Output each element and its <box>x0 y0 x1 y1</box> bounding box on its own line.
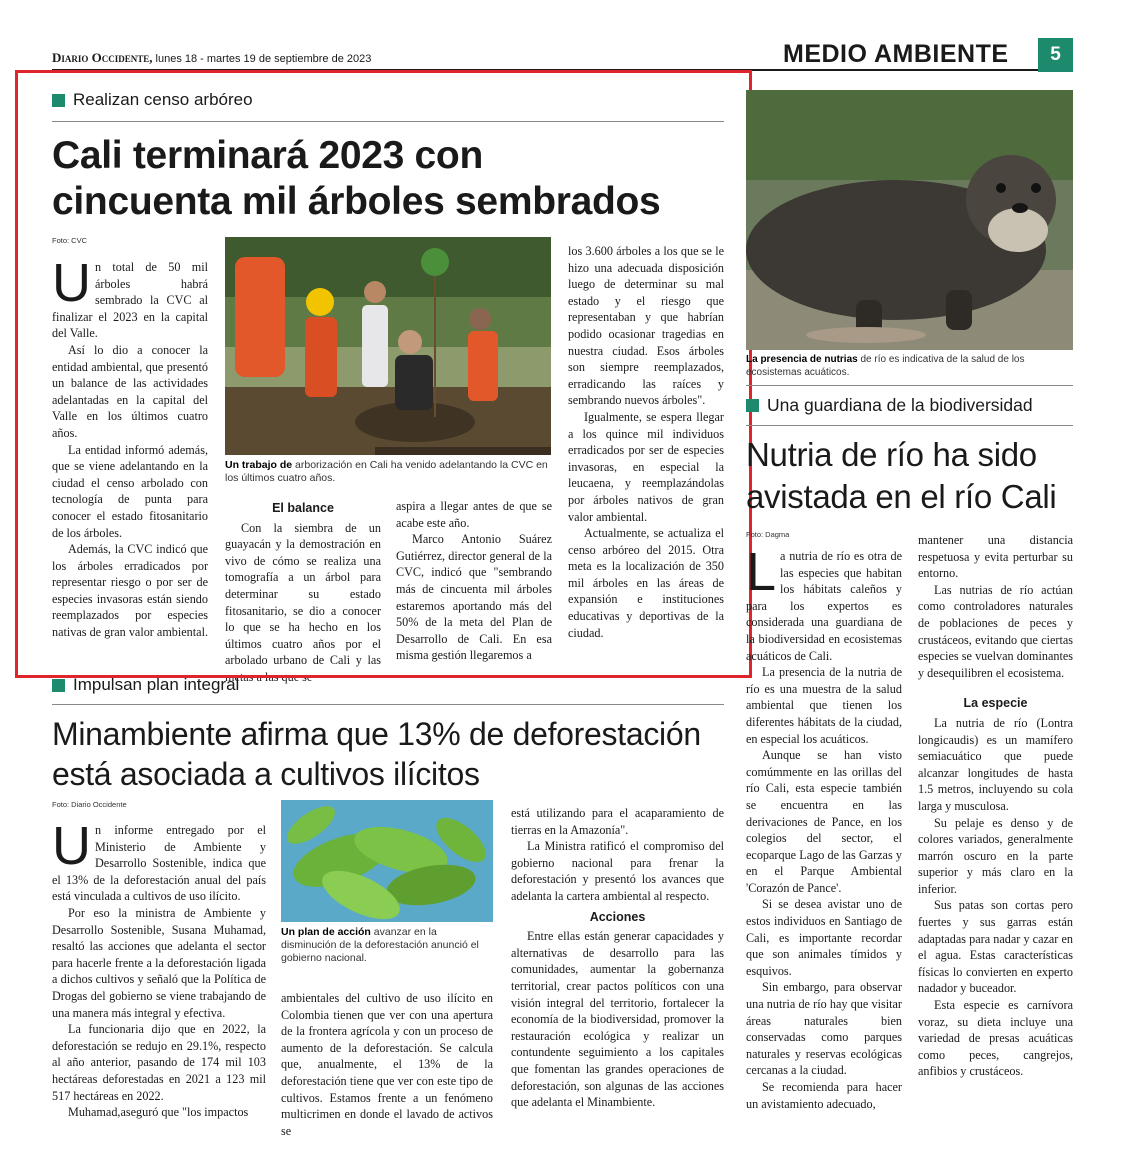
otter-photo-caption <box>746 354 1073 379</box>
paper-name: Diario Occidente, <box>52 50 153 65</box>
article2-photo-caption <box>281 926 493 965</box>
subhead: Acciones <box>589 909 646 924</box>
paragraph: Muhamad,aseguró que "los impactos <box>68 1105 249 1120</box>
article3-column-2 <box>918 532 1073 1080</box>
drop-cap: L <box>746 542 777 602</box>
paragraph: Sin embargo, para observar una nutria de río hay que visitar áreas naturales bien conservadas como parques naturales y reservas ecológicas cercanas a la ciudad. <box>746 980 902 1078</box>
highlight-box <box>15 70 752 678</box>
paragraph: mantener una distancia respetuosa y evita perturbar su entorno. <box>918 533 1073 581</box>
drop-cap: U <box>52 253 91 313</box>
kicker-rule <box>52 704 724 705</box>
paragraph: Su pelaje es denso y de colores variados, generalmente marrón oscuro en la parte superior y más claro en la inferior. <box>918 815 1073 896</box>
headline-line: cincuenta mil árboles sembrados <box>52 180 661 223</box>
headline-line: Minambiente afirma que 13% de deforestación <box>52 716 701 752</box>
paragraph: La Ministra ratificó el compromiso del gobierno nacional para frenar la deforestación y presentó los avances que adelanta la cartera ambiental al respecto. <box>511 839 724 903</box>
caption-lead: Un plan de acción <box>281 926 371 938</box>
headline-line: avistada en el río Cali <box>746 478 1057 515</box>
article3-column-1 <box>746 542 902 1112</box>
photo-credit: Foto: Diario Occidente <box>52 800 127 809</box>
caption-lead: Un trabajo de <box>225 459 293 471</box>
paragraph: aspira a llegar antes de que se acabe este año. <box>396 499 552 530</box>
issue-date: lunes 18 - martes 19 de septiembre de 2023 <box>155 53 372 65</box>
subhead: El balance <box>272 501 334 515</box>
paragraph: Además, la CVC indicó que los árboles erradicados por representar riesgo o por ser de especies invasoras están siendo reemplazados por especies nativas de gran valor ambiental. <box>52 542 209 640</box>
paragraph: La presencia de la nutria de río es una muestra de la salud ambiental que tienen los diferentes hábitats de la ciudad, en especial los acuáticos. <box>746 665 902 746</box>
paragraph: Aunque se han visto comúmmente en las orillas del río Cali, esta especie también se encuentra en las derivaciones de Pance, en los colegios del sector, el ecoparque Lago de las Garzas y en el Parque Ambiental 'Corazón de Pance'. <box>746 748 902 895</box>
paragraph: Así lo dio a conocer la entidad ambiental, que presentó un balance de las actividades adelantadas en la capital del Valle en los últimos cuatro años. <box>52 342 208 440</box>
paragraph: La nutria de río es otra de las especies que habitan los hábitats caleños y para los expertos es considerada una guardiana de la biodiversidad en ecosistemas acuáticos de Cali. <box>746 542 902 663</box>
caption-text: avanzar en la disminución de la deforestación anunció el gobierno nacional. <box>281 926 479 964</box>
paragraph: Igualmente, se espera llegar a los quince mil individuos erradicados por ser de especies invasoras, en especial la leucaena, y reemplazándolas por árboles nativos de gran valor ambiental. <box>568 409 724 524</box>
page-number: 5 <box>1038 38 1073 72</box>
caption-text: de río es indicativa de la salud de los ecosistemas acuáticos. <box>746 354 1025 378</box>
paragraph: Si se desea avistar uno de estos individuos en Santiago de Cali, es importante recordar que son animales tímidos y esquivos. <box>746 897 902 978</box>
coca-leaves-photo <box>281 800 493 922</box>
article2-kicker <box>52 675 239 695</box>
article2-headline <box>52 714 701 794</box>
otter-photo <box>746 90 1073 350</box>
paragraph: los 3.600 árboles a los que se le hizo una adecuada disposición luego de determinar su mal estado y el riesgo que representaban y que habrían podido ocasionar tragedias en nuestra ciudad. Esos árboles son siempre reemplazados, erradicando las raíces y sembrando nuevos árboles". <box>568 244 724 408</box>
paragraph: Un informe entregado por el Ministerio de Ambiente y Desarrollo Sostenible, indica que el 13% de la deforestación anual del país está vinculada a cultivos de uso ilícito. <box>52 816 266 904</box>
article1-kicker-text: Realizan censo arbóreo <box>73 90 253 109</box>
river-otter-photo <box>746 90 1073 350</box>
paragraph: Con la siembra de un guayacán y la demostración en vivo de cómo se realiza una tomografía a un árbol para determinar su estado fitosanitario, se dio a conocer lo que se ha hecho en los últimos cuatro años por el arbolado urbano de Cali y las metas a las que se <box>225 520 381 684</box>
paragraph: Esta especie es carnívora voraz, su dieta incluye una variedad de presas acuáticas como peces, cangrejos, anfibios y crustáceos. <box>918 998 1073 1079</box>
paragraph: está utilizando para el acaparamiento de tierras en la Amazonía". <box>511 806 724 837</box>
article2-photo <box>281 800 493 922</box>
kicker-square-icon <box>52 679 65 692</box>
paragraph: La funcionaria dijo que en 2022, la deforestación se redujo en 29.1%, respecto al año anterior, pasando de 174 mil 103 hectáreas deforestadas en 2021 a 123 mil 517 hectáreas en 2022. <box>52 1022 266 1103</box>
article3-headline <box>746 434 1056 518</box>
caption-lead: La presencia de nutrias <box>746 354 858 365</box>
photo-credit: Foto: Dagma <box>746 530 790 539</box>
subhead: La especie <box>963 696 1028 711</box>
kicker-rule <box>746 425 1073 426</box>
article3-kicker-text: Una guardiana de la biodiversidad <box>767 395 1033 415</box>
paragraph: Actualmente, se actualiza el censo arbóreo del 2015. Otra meta es la localización de 350 mil árboles en las áreas de expansión e instituciones educativas y deportivas de la ciudad. <box>568 526 724 640</box>
section-title: MEDIO AMBIENTE <box>783 40 1009 68</box>
headline-line: está asociada a cultivos ilícitos <box>52 756 480 792</box>
paragraph: Marco Antonio Suárez Gutiérrez, director general de la CVC, indicó que "sembrando más de cincuenta mil árboles estaremos aportando más del 50% de la meta del Plan de Desarrollo de Cali. En esa misma gestión llegaremos a <box>396 532 552 663</box>
headline-line: Cali terminará 2023 con <box>52 134 483 177</box>
article2-column-2 <box>281 990 493 1139</box>
photo-credit: Foto: CVC <box>52 236 88 245</box>
caption-rule <box>746 385 1073 386</box>
masthead <box>52 50 371 66</box>
kicker-square-icon <box>746 399 759 412</box>
headline-line: Nutria de río ha sido <box>746 436 1037 473</box>
paragraph: Entre ellas están generar capacidades y alternativas de desarrollo para las comunidades, aumentar la gobernanza territorial, crear pactos políticos con una visión integral del territorio, fortalecer la economía de la biodiversidad, promover la restauración ecológica y realizar un contundente seguimiento a los capitales que fomentan las grandes operaciones de deforestación, son algunas de las acciones que adelanta el Minambiente. <box>511 929 724 1110</box>
paragraph: La entidad informó además, que se viene adelantando en la ciudad el censo arbolado con tecnología de punta para conocer el estado fitosanitario de los árboles. <box>52 442 208 540</box>
caption-text: arborización en Cali ha venido adelantando la CVC en los últimos cuatro años. <box>225 459 548 484</box>
paragraph: Por eso la ministra de Ambiente y Desarrollo Sostenible, Susana Muhamad, resaltó las acciones que adelanta el sector para hacerle frente a la deforestación ligada a dichos cultivos y señaló que la Política de Drogas del gobierno se viene trabajando de una manera más integral y efectiva. <box>52 905 266 1020</box>
paragraph: Sus patas son cortas pero fuertes y sus garras están adaptadas para nadar y cazar en el agua. Estas características físicas lo convierten en experto nadador y buceador. <box>918 898 1073 996</box>
paragraph: Un total de 50 mil árboles habrá sembrado la CVC al finalizar el 2023 en la capital del Valle. <box>52 253 208 341</box>
article2-kicker-text: Impulsan plan integral <box>73 675 240 694</box>
article2-column-1 <box>52 816 266 1121</box>
paragraph: Se recomienda para hacer un avistamiento adecuado, <box>746 1080 902 1111</box>
drop-cap: U <box>52 816 91 876</box>
paragraph: Las nutrias de río actúan como controladores naturales de poblaciones de peces y crustáceos, evitando que ciertas especies se vuelvan dominantes y desequilibren el ecosistema. <box>918 582 1073 680</box>
paragraph: ambientales del cultivo de uso ilícito en Colombia tienen que ver con una apertura de la frontera agrícola y con un proceso de aumento de la deforestación. Se calcula que, anualmente, el 13% de la deforestación tiene que ver con este tipo de cultivos. Estamos frente a un fenómeno multicrimen en donde el lavado de activos se <box>281 991 493 1138</box>
paragraph: La nutria de río (Lontra longicaudis) es un mamífero semiacuático que puede alcanzar longitudes de hasta 1.5 metros, incluyendo su cola larga y musculosa. <box>918 715 1073 813</box>
article3-kicker <box>746 395 1033 416</box>
article2-column-3 <box>511 805 724 1111</box>
